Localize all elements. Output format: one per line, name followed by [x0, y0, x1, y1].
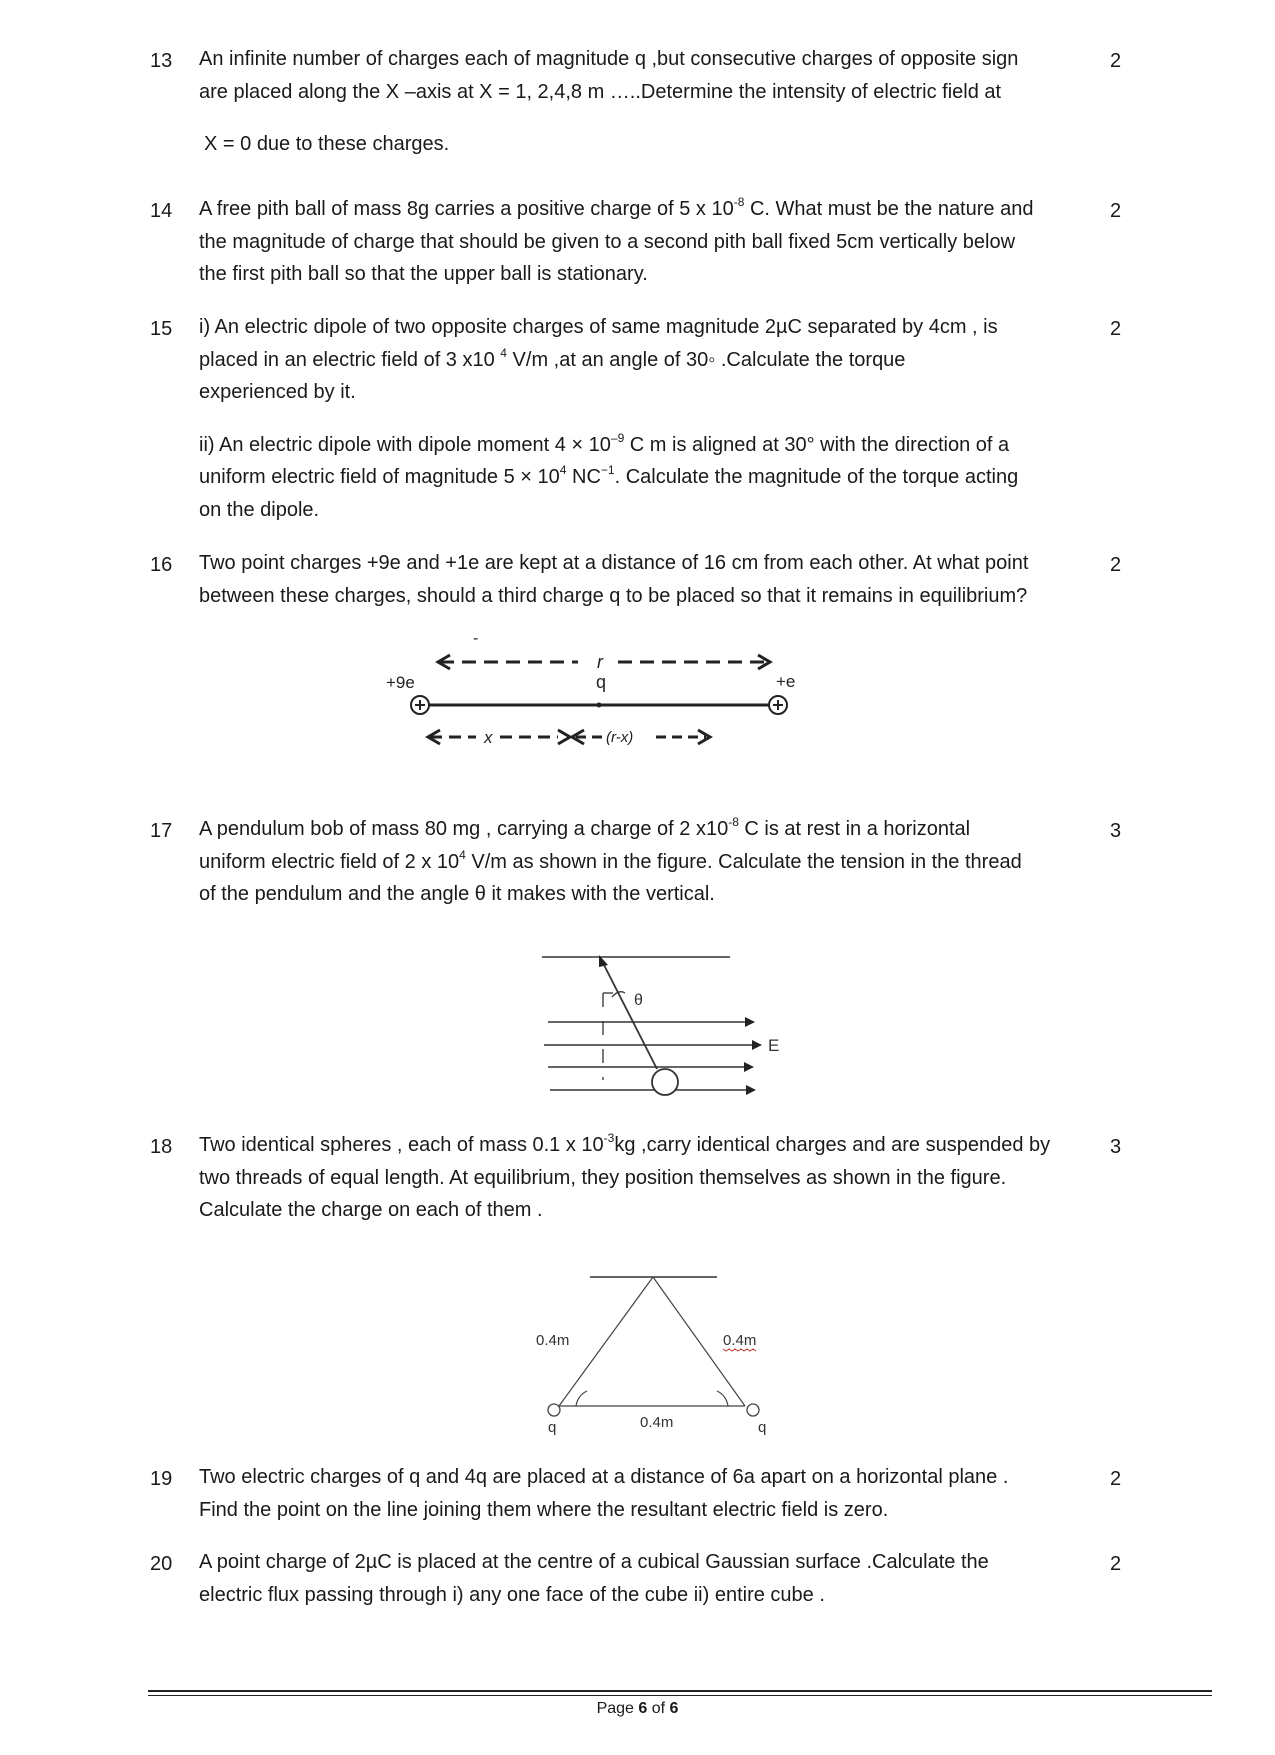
question-number: 15: [150, 318, 173, 340]
figure-equilibrium-svg: [380, 625, 800, 755]
figure-pendulum-field: [530, 945, 800, 1115]
question-line: A point charge of 2µC is placed at the centre of a cubical Gaussian surface .Calculate the: [199, 1551, 989, 1573]
right-sphere-icon: [747, 1404, 759, 1416]
question-line: Two identical spheres , each of mass 0.1 x $10^{-3}kg$ ,carry identical charges and are suspended by: [199, 1131, 1051, 1156]
question-line: Two electric charges of q and 4q are placed at a distance of 6a apart on a horizontal plane .: [199, 1466, 1009, 1488]
pendulum-thread: [603, 963, 657, 1069]
question-line: experienced by it.: [199, 381, 356, 403]
question-line: A pendulum bob of mass 80 mg , carrying a charge of 2 $x10^{-8}$ C is at rest in a horizontal: [199, 815, 971, 840]
question-line: electric flux passing through i) any one face of the cube ii) entire cube .: [199, 1583, 825, 1606]
page-total: 6: [669, 1700, 679, 1717]
spellcheck-underline: [723, 1349, 756, 1351]
question-line: uniform electric field of 2 x $10^4$ V/m as shown in the figure. Calculate the tension in the thread: [199, 847, 1022, 873]
figure-equilibrium-charges: [380, 625, 800, 755]
r-label: r: [597, 652, 603, 672]
footer-rule-thin: [148, 1695, 1212, 1696]
rx-label: (r-x): [606, 729, 634, 746]
question-line: placed in an electric field of 3 x10 $^4$ V/m ,at an angle of 30◦ .Calculate the torque: [199, 345, 906, 371]
right-charge-label: +e: [776, 672, 796, 691]
x-label: x: [484, 728, 493, 747]
question-line: are placed along the X –axis at X = 1, 2,4,8 m …..Determine the intensity of electric field at: [199, 80, 1002, 103]
figure-spheres-svg: [520, 1255, 790, 1440]
field-label: E: [768, 1036, 780, 1055]
question-text: [199, 547, 1099, 612]
question-line: the first pith ball so that the upper ball is stationary.: [199, 263, 648, 285]
page-number: 6: [638, 1700, 648, 1717]
question-marks: 2: [1110, 1553, 1122, 1575]
question-marks: 2: [1110, 200, 1122, 222]
question-text: [199, 813, 1099, 911]
left-charge-label: +9e: [386, 673, 415, 692]
figure-pendulum-svg: [530, 945, 800, 1115]
left-thread: [559, 1277, 653, 1406]
question-number: 18: [150, 1136, 173, 1158]
question-marks: 2: [1110, 318, 1122, 340]
question-line: An infinite number of charges each of magnitude q ,but consecutive charges of opposite sign: [199, 48, 1019, 70]
q-label: q: [596, 672, 607, 692]
footer-rule: [148, 1690, 1212, 1692]
question-line: Find the point on the line joining them where the resultant electric field is zero.: [199, 1498, 889, 1521]
question-line: Calculate the charge on each of them .: [199, 1199, 543, 1221]
question-line: Two point charges +9e and +1e are kept at a distance of 16 cm from each other. At what point: [199, 552, 1029, 574]
question-text: [199, 1461, 1099, 1526]
left-sphere-icon: [548, 1404, 560, 1416]
question-text: [199, 311, 1099, 526]
x-arrowhead-right: [558, 730, 570, 744]
stray-dash-mark: -: [473, 630, 479, 647]
question-number: 16: [150, 554, 173, 576]
question-line: i) An electric dipole of two opposite charges of same magnitude 2µC separated by 4cm , is: [199, 316, 998, 338]
theta-label: θ: [634, 992, 643, 1009]
question-line: uniform electric field of magnitude $5 \times 10^4$ $NC^{-1}$. Calculate the magnitude of the torque acting: [199, 463, 1019, 488]
question-line: X = 0 due to these charges.: [204, 133, 450, 155]
question-line: of the pendulum and the angle θ it makes with the vertical.: [199, 883, 715, 905]
question-number: 20: [150, 1553, 173, 1575]
figure-suspended-spheres: [520, 1255, 790, 1440]
question-line: the magnitude of charge that should be given to a second pith ball fixed 5cm vertically below: [199, 230, 1016, 253]
page-footer: Page 6 of 6: [596, 1700, 679, 1717]
question-marks: 2: [1110, 50, 1122, 72]
right-angle-arc: [717, 1391, 728, 1406]
question-line: A free pith ball of mass 8g carries a positive charge of 5 x $10^{-8}$ C. What must be the nature and: [199, 195, 1034, 220]
question-text: [199, 1546, 1099, 1611]
question-line: ii) An electric dipole with dipole moment $4 \times 10^{-9}$ C m is aligned at 30° with the direction of a: [199, 430, 1010, 456]
left-charge-label: q: [548, 1419, 557, 1436]
left-thread-label: 0.4m: [536, 1332, 570, 1349]
left-angle-arc: [576, 1391, 587, 1406]
question-marks: 2: [1110, 1468, 1122, 1490]
right-thread-label: 0.4m: [723, 1332, 757, 1349]
question-text: [199, 1129, 1099, 1227]
question-marks: 3: [1110, 820, 1122, 842]
question-number: 17: [150, 820, 173, 842]
pendulum-bob-icon: [652, 1069, 678, 1095]
question-line: two threads of equal length. At equilibrium, they position themselves as shown in the figure.: [199, 1166, 1007, 1189]
question-text: [199, 43, 1099, 161]
right-charge-label: q: [758, 1419, 767, 1436]
question-number: 13: [150, 50, 173, 72]
question-line: between these charges, should a third charge q to be placed so that it remains in equilibrium?: [199, 584, 1028, 607]
question-marks: 2: [1110, 554, 1122, 576]
question-number: 14: [150, 200, 173, 222]
question-line: on the dipole.: [199, 498, 320, 521]
question-text: [199, 193, 1099, 291]
question-marks: 3: [1110, 1136, 1122, 1158]
q-point-icon: [597, 703, 602, 708]
separation-label: 0.4m: [640, 1414, 674, 1431]
question-number: 19: [150, 1468, 173, 1490]
